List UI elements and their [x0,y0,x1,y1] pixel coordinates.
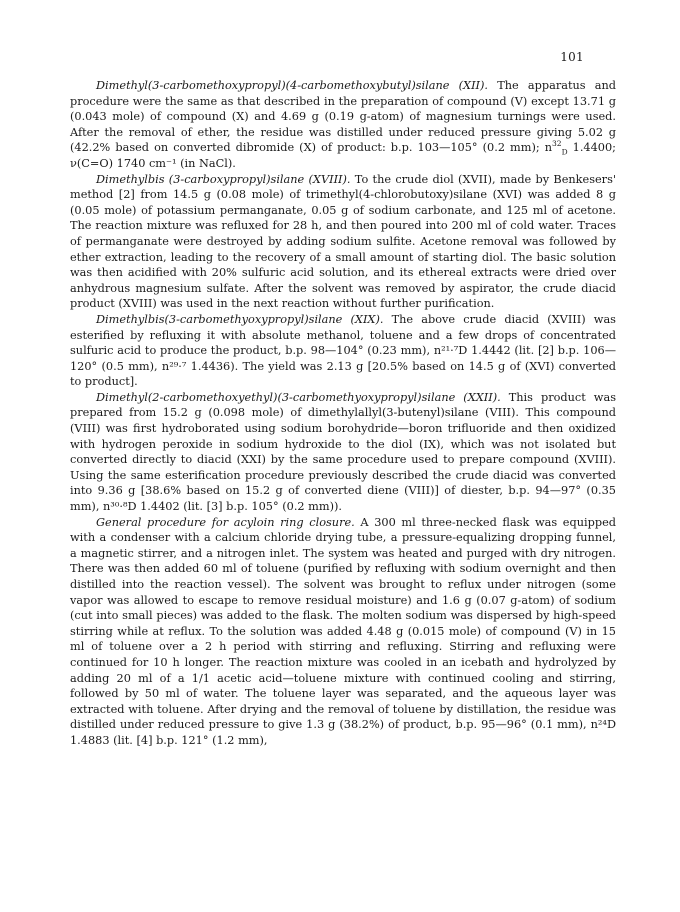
page-number: 101 [560,50,584,64]
paragraph-acyloin-procedure [70,515,616,749]
paragraph-text-tail: 1.4400; ν(C=O) 1740 cm⁻¹ (in NaCl). [70,141,616,170]
heading-compound-xii: Dimethyl(3-carbomethoxypropyl)(4-carbomethoxybutyl)silane (XII). [96,79,489,92]
paragraph-text: The apparatus and procedure were the same as that described in the preparation of compound (V) except 13.71 g (0.043 mole) of compound (X) and 4.69 g (0.19 g-atom) of magnesium turnings were used. After the removal of ether, the residue was distilled under reduced pressure giving 5.02 g (42.2% based on converted dibromide (X) of product: b.p. 103—105° (0.2 mm); n [70,79,616,155]
paragraph-text: The above crude diacid (XVIII) was esterified by refluxing it with absolute methanol, toluene and a few drops of concentrated sulfuric acid to produce the product, b.p. 98—104° (0.23 mm), n²¹·⁷D 1.4442 (lit. [2] b.p. 106—120° (0.5 mm), n²⁹·⁷ 1.4436). The yield was 2.13 g [20.5% based on 14.5 g of (XVI) converted to product]. [70,312,616,389]
heading-compound-xviii: Dimethylbis (3-carboxypropyl)silane (XVIII). [96,172,351,186]
paragraph-text: To the crude diol (XVII), made by Benkesers' method [2] from 14.5 g (0.08 mole) of trimethyl(4-chlorobutoxy)silane (XVI) was added 8 g (0.05 mole) of potassium permanganate, 0.05 g of sodium carbonate, and 125 ml of acetone. The reaction mixture was refluxed for 28 h, and then poured into 200 ml of cold water. Traces of permanganate were destroyed by adding sodium sulfite. Acetone removal was followed by ether extraction, leading to the recovery of a small amount of starting diol. The basic solution was then acidified with 20% sulfuric acid solution, and its ethereal extracts were dried over anhydrous magnesium sulfate. After the solvent was removed by aspirator, the crude diacid product (XVIII) was used in the next reaction without further purification. [70,172,616,311]
heading-compound-xxii: Dimethyl(2-carbomethoxyethyl)(3-carbomethyoxypropyl)silane (XXII). [96,390,501,404]
refractive-index-subscript: D [561,147,568,157]
refractive-index-temp: 32 [552,139,562,149]
heading-acyloin-procedure: General procedure for acyloin ring closure. [96,515,355,529]
paragraph-text: A 300 ml three-necked flask was equipped with a condenser with a calcium chloride drying tube, a pressure-equalizing dropping funnel, a magnetic stirrer, and a nitrogen inlet. The system was heated and purged with dry nitrogen. There was then added 60 ml of toluene (purified by refluxing with sodium overnight and then distilled into the reaction vessel). The solvent was brought to reflux under nitrogen (some vapor was allowed to escape to remove residual moisture) and 1.6 g (0.07 g-atom) of sodium (cut into small pieces) was added to the flask. The molten sodium was dispersed by high-speed stirring while at reflux. To the solution was added 4.48 g (0.015 mole) of compound (V) in 15 ml of toluene over a 2 h period with stirring and refluxing. Stirring and refluxing were continued for 10 h longer. The reaction mixture was cooled in an icebath and hydrolyzed by adding 20 ml of a 1/1 acetic acid—toluene mixture with continued cooling and stirring, followed by 50 ml of water. The toluene layer was separated, and the aqueous layer was extracted with toluene. After drying and the removal of toluene by distillation, the residue was distilled under reduced pressure to give 1.3 g (38.2%) of product, b.p. 95—96° (0.1 mm), n²⁴D 1.4883 (lit. [4] b.p. 121° (1.2 mm), [70,515,616,747]
paragraph-compound-xii [70,78,616,172]
body-text [70,78,616,749]
heading-compound-xix: Dimethylbis(3-carbomethyoxypropyl)silane (XIX). [96,312,384,326]
paragraph-compound-xviii [70,172,616,312]
paragraph-compound-xix [70,312,616,390]
paragraph-compound-xxii [70,390,616,515]
paragraph-text: This product was prepared from 15.2 g (0.098 mole) of dimethylallyl(3-butenyl)silane (VIII). This compound (VIII) was first hydroborated using sodium borohydride—boron trifluoride and then oxidized with hydrogen peroxide in sodium hydroxide to the diol (IX), which was not isolated but converted directly to diacid (XXI) by the same procedure used to prepare compound (XVIII). Using the same esterification procedure previously described the crude diacid was converted into 9.36 g [38.6% based on 15.2 g of converted diene (VIII)] of diester, b.p. 94—97° (0.35 mm), n³⁰·⁸D 1.4402 (lit. [3] b.p. 105° (0.2 mm)). [70,390,616,514]
